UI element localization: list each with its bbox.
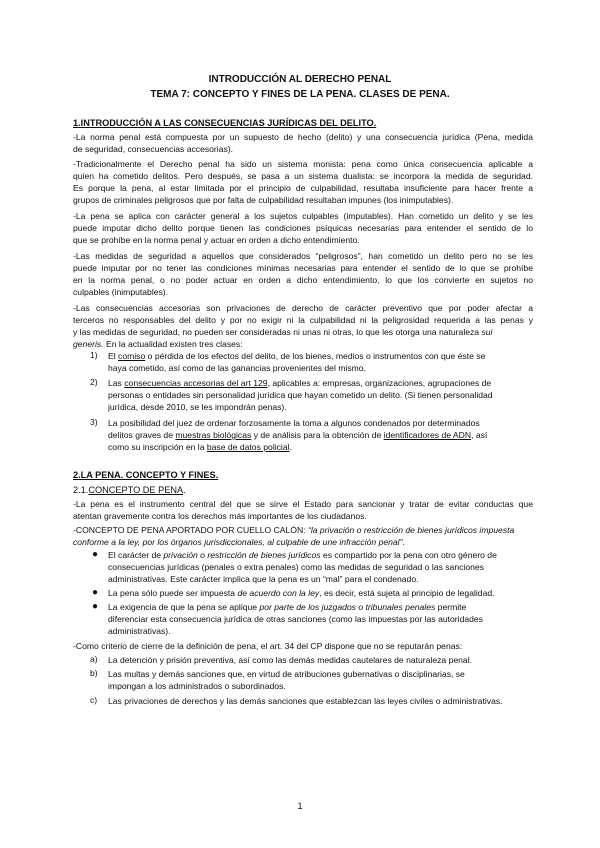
paragraph-line: Es porque la pena, al estar limitada por el principio de culpabilidad, resultaba insuficiente para hacer frente a <box>73 183 533 193</box>
page-number: 1 <box>297 801 303 811</box>
section2-heading: 2.LA PENA. CONCEPTO Y FINES. <box>73 470 219 480</box>
paragraph-line: quien ha cometido delitos. Pero después, se pasa a un sistema dualista: se incorpora la medida de seguridad. <box>73 171 533 181</box>
document-title: INTRODUCCIÓN AL DERECHO PENAL <box>208 74 392 85</box>
paragraph-line: conforme a la ley, por los órganos jurisdiccionales, al culpable de une infracción penal”. <box>73 537 405 547</box>
bullet-item: La pena sólo puede ser impuesta de acuerdo con la ley, es decir, está sujeta al principio de legalidad. <box>108 588 495 598</box>
list-item-line: impongan a los administrados o subordinados. <box>108 681 286 691</box>
list-item: La posibilidad del juez de ordenar forzosamente la toma a algunos condenados por determinados <box>108 418 480 428</box>
list-marker: c) <box>90 695 98 705</box>
bullet-icon: ● <box>92 549 99 560</box>
paragraph-line: de seguridad, consecuencias accesorias). <box>73 144 234 154</box>
paragraph-line: puede imputar dicho delito porque tienen las condiciones psíquicas necesarias para entender el sentido de lo <box>73 223 533 233</box>
list-item-line: personas o entidades sin personalidad jurídica que hayan cometido un delito. (Si tienen personalidad <box>108 390 493 400</box>
paragraph-line: atentan gravemente contra los derechos más importantes de los ciudadanos. <box>73 511 367 521</box>
section1-heading: 1.INTRODUCCIÓN A LAS CONSECUENCIAS JURÍDICAS DEL DELITO. <box>73 118 377 128</box>
latin-term: sui <box>481 327 493 337</box>
paragraph-line: -Como criterio de cierre de la definición de pena, el art. 34 del CP dispone que no se reputarán penas: <box>73 641 463 651</box>
list-item-line: jurídica, desde 2010, se les impondrán penas). <box>108 402 287 412</box>
paragraph-line: -CONCEPTO DE PENA APORTADO POR CUELLO CALÓN: “la privación o restricción de bienes jurídicos impuesta <box>73 525 515 535</box>
subsection-heading: 2.1.CONCEPTO DE PENA. <box>73 485 186 495</box>
list-marker: b) <box>90 668 98 678</box>
list-marker: 1) <box>90 350 98 360</box>
paragraph-line: en la norma penal, o no poder actuar en orden a dicho entendimiento, lo que los convierte en sujetos no <box>73 275 533 285</box>
paragraph-line: -Las consecuencias accesorias son privaciones de derecho de carácter preventivo que por poder afectar a <box>73 303 533 313</box>
paragraph-line: -La pena es el instrumento central del que se sirve el Estado para sancionar y tratar de evitar conductas que <box>73 499 533 509</box>
bullet-item-line: consecuencias jurídicas (penales o extra penales) como las medidas de seguridad o las sanciones <box>108 562 484 572</box>
paragraph-line: -La pena se aplica con carácter general a los sujetos culpables (imputables). Han cometido un delito y se les <box>73 211 533 221</box>
paragraph-line: -La norma penal está compuesta por un supuesto de hecho (delito) y una consecuencia jurídica (Pena, medida <box>73 132 533 142</box>
list-item-line: como su inscripción en la base de datos policial. <box>108 442 292 452</box>
bullet-item-line: diferenciar esta consecuencia jurídica de otras sanciones (como las impuestas por las autoridades <box>108 614 483 624</box>
document-subtitle: TEMA 7: CONCEPTO Y FINES DE LA PENA. CLASES DE PENA. <box>150 89 450 100</box>
list-item-line: delitos graves de muestras biológicas y de análisis para la obtención de identificadores de ADN, así <box>108 430 488 440</box>
paragraph-line: culpables (inimputables). <box>73 287 169 297</box>
paragraph-line: que se prohíbe en la norma penal y actuar en orden a dicho entendimiento. <box>73 235 360 245</box>
bullet-item-line: administrativas. Este carácter implica que la pena es un “mal” para el condenado. <box>108 574 419 584</box>
paragraph-line: -Las medidas de seguridad a aquellos que considerados “peligrosos”, han cometido un delito pero no se les <box>73 251 533 261</box>
list-marker: 2) <box>90 377 98 387</box>
bullet-item-line: administrativas). <box>108 626 171 636</box>
list-item: Las privaciones de derechos y las demás sanciones que establezcan las leyes civiles o administrativas. <box>108 696 503 706</box>
list-item: Las multas y demás sanciones que, en virtud de atribuciones gubernativas o disciplinarias, se <box>108 669 465 679</box>
bullet-item: La exigencia de que la pena se aplique por parte de los juzgados o tribunales penales permite <box>108 602 467 612</box>
paragraph-line: puede imputar por no tener las condiciones mínimas necesarias para entender el sentido de lo que se prohíbe <box>73 263 533 273</box>
bullet-icon: ● <box>92 587 99 598</box>
bullet-item: El carácter de privación o restricción de bienes jurídicos es compartido por la pena con otro género de <box>108 550 497 560</box>
list-item: La detención y prisión preventiva, así como las demás medidas cautelares de naturaleza penal. <box>108 655 473 665</box>
paragraph-line: -Tradicionalmente el Derecho penal ha sido un sistema monista: pena como única consecuencia aplicable a <box>73 159 533 169</box>
paragraph-line: grupos de criminales peligrosos que por falta de culpabilidad resultaban impunes (los inimputables). <box>73 195 454 205</box>
paragraph-line: terceros no responsables del delito y por no exigir ni la culpabilidad ni la peligrosidad requerida a las penas y <box>73 315 533 325</box>
list-marker: 3) <box>90 417 98 427</box>
list-item: Las consecuencias accesorias del art 129, aplicables a: empresas, organizaciones, agrupaciones de <box>108 378 492 388</box>
bullet-icon: ● <box>92 601 99 612</box>
list-item: El comiso o pérdida de los efectos del delito, de los bienes, medios o instrumentos con que éste se <box>108 351 486 361</box>
list-item-line: haya cometido, así como de las ganancias provenientes del mismo. <box>108 363 366 373</box>
paragraph-line: y las medidas de seguridad, no pueden ser consideradas ni unas ni otras, lo que les otorga una naturaleza sui <box>73 327 493 337</box>
list-marker: a) <box>90 654 98 664</box>
paragraph-line: generis. En la actualidad existen tres clases: <box>73 339 243 349</box>
latin-term: generis. <box>73 339 104 349</box>
